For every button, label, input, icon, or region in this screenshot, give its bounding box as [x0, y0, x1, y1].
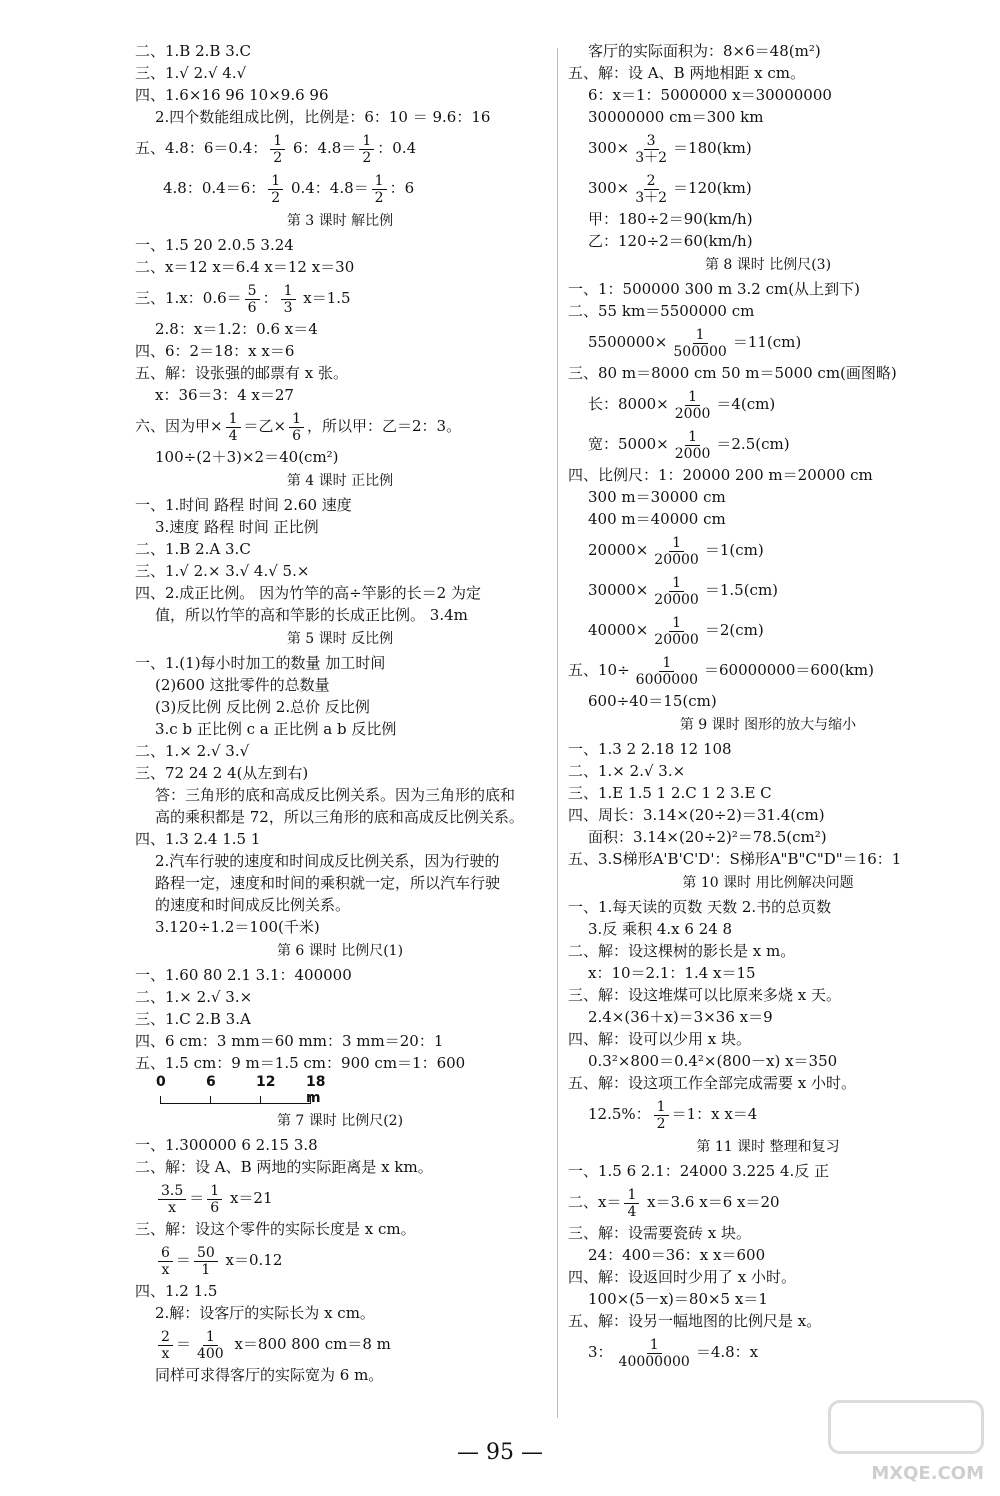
text-segment: ＝ [175, 1251, 191, 1269]
text-segment: ＝2.5(cm) [716, 435, 790, 453]
answer-line: 2.4×(36＋x)＝3×36 x＝9 [588, 1008, 773, 1026]
scale-bar-line [160, 1103, 310, 1104]
text-segment: 宽：5000× [588, 435, 669, 453]
answer-line: 一、1.(1)每小时加工的数量 加工时间 [135, 654, 386, 672]
denominator: 2 [374, 189, 384, 206]
denominator: 2000 [674, 445, 711, 462]
fraction [651, 615, 702, 648]
text-segment: 5500000× [588, 333, 668, 351]
answer-line: 30000000 cm＝300 km [588, 108, 764, 126]
lesson-heading: 第 4 课时 正比例 [286, 473, 394, 489]
numerator: 2 [644, 173, 659, 190]
answer-line: x：36＝3：4 x＝27 [155, 386, 294, 404]
answer-line: 二、55 km＝5500000 cm [568, 302, 755, 320]
numerator: 1 [268, 173, 283, 190]
numerator: 1 [659, 655, 674, 672]
answer-line: 3.120÷1.2＝100(千米) [155, 918, 320, 936]
answer-line: 高的乘积都是 72，所以三角形的底和高成反比例关系。 [155, 808, 524, 826]
denominator: 2 [362, 149, 372, 166]
numerator: 5 [245, 283, 260, 300]
text-segment: 三、1.x：0.6＝ [135, 289, 242, 307]
text-segment: ＝120(km) [673, 179, 752, 197]
fraction [245, 283, 260, 316]
denominator: 2000 [674, 405, 711, 422]
answer-line: 答：三角形的底和高成反比例关系。因为三角形的底和 [155, 786, 516, 804]
answer-line: 四、解：设返回时少用了 x 小时。 [568, 1268, 796, 1286]
answer-line: 3.速度 路程 时间 正比例 [155, 518, 319, 536]
answer-line: 四、解：设可以少用 x 块。 [568, 1030, 751, 1048]
answer-line: 四、1.3 2.4 1.5 1 [135, 830, 261, 848]
answer-line: 二、x＝12 x＝6.4 x＝12 x＝30 [135, 258, 355, 276]
answer-line: (2)600 这批零件的总数量 [155, 676, 330, 694]
answer-line-fraction [135, 1324, 545, 1364]
text-segment: ：6 [389, 179, 415, 197]
answer-line: 面积：3.14×(20÷2)²＝78.5(cm²) [588, 828, 827, 846]
text-segment: 六、因为甲× [135, 417, 223, 435]
answer-line: 五、解：设这项工作全部完成需要 x 小时。 [568, 1074, 856, 1092]
answer-line: 2.汽车行驶的速度和时间成反比例关系，因为行驶的 [155, 852, 500, 870]
answer-line: 同样可求得客厅的实际宽为 6 m。 [155, 1366, 384, 1384]
text-segment: 30000× [588, 581, 649, 599]
fraction [633, 655, 701, 688]
denominator: 2 [656, 1115, 666, 1132]
answer-line: 三、1.E 1.5 1 2.C 1 2 3.E C [568, 784, 772, 802]
text-segment: ＝4.8：x [695, 1343, 759, 1361]
fraction [672, 429, 714, 462]
numerator: 1 [685, 389, 700, 406]
fraction [194, 1329, 227, 1362]
text-segment: ：0.4 [377, 139, 417, 157]
watermark-logo [810, 1400, 990, 1490]
answer-line: 6：x＝1：5000000 x＝30000000 [588, 86, 832, 104]
text-segment: x＝3.6 x＝6 x＝20 [642, 1193, 780, 1211]
answer-line: 3.反 乘积 4.x 6 24 8 [588, 920, 733, 938]
text-segment: x＝21 [225, 1189, 273, 1207]
answer-line: 乙：120÷2＝60(km/h) [588, 232, 753, 250]
answer-line: 五、解：设 A、B 两地相距 x cm。 [568, 64, 806, 82]
scale-bar-label: 18 m [306, 1074, 326, 1106]
lesson-heading: 第 9 课时 图形的放大与缩小 [679, 717, 857, 733]
answer-line-fraction [568, 1182, 968, 1222]
answer-line: 的速度和时间成反比例关系。 [155, 896, 351, 914]
answer-line: 600÷40＝15(cm) [588, 692, 717, 710]
answer-line: 三、72 24 2 4(从左到右) [135, 764, 309, 782]
text-segment: ＝60000000＝600(km) [704, 661, 875, 679]
scale-bar-tick [260, 1096, 261, 1104]
numerator: 3 [644, 133, 659, 150]
numerator: 2 [158, 1329, 173, 1346]
numerator: 1 [669, 575, 684, 592]
answer-line: 二、1.× 2.√ 3.√ [135, 742, 250, 760]
answer-line: 0.3²×800＝0.4²×(800－x) x＝350 [588, 1052, 838, 1070]
text-segment: 40000× [588, 621, 649, 639]
text-segment: 0.4：4.8＝ [286, 179, 369, 197]
answer-line: (3)反比例 反比例 2.总价 反比例 [155, 698, 370, 716]
left-column [135, 40, 545, 1386]
answer-line-fraction [135, 128, 545, 168]
lesson-heading: 第 6 课时 比例尺(1) [276, 943, 404, 959]
text-segment: 6：4.8＝ [288, 139, 357, 157]
text-segment: 20000× [588, 541, 649, 559]
fraction [289, 411, 304, 444]
fraction [207, 1183, 222, 1216]
answer-line: 一、1.5 20 2.0.5 3.24 [135, 236, 294, 254]
denominator: 3 [283, 299, 293, 316]
answer-line: 四、1.6×16 96 10×9.6 96 [135, 86, 329, 104]
answer-line-fraction [568, 128, 968, 168]
numerator: 1 [654, 1099, 669, 1116]
numerator: 1 [359, 133, 374, 150]
fraction [226, 411, 241, 444]
text-segment: 3： [588, 1343, 613, 1361]
text-segment: ＝ [189, 1189, 205, 1207]
answer-line: 一、1.每天读的页数 天数 2.书的总页数 [568, 898, 832, 916]
text-segment: 300× [588, 139, 630, 157]
answer-line: 五、解：设另一幅地图的比例尺是 x。 [568, 1312, 822, 1330]
answer-line: 一、1.60 80 2.1 3.1：400000 [135, 966, 352, 984]
answer-line: 300 m＝30000 cm [588, 488, 726, 506]
answer-line: 五、解：设张强的邮票有 x 张。 [135, 364, 348, 382]
answer-line: 四、周长：3.14×(20÷2)＝31.4(cm) [568, 806, 825, 824]
numerator: 1 [226, 411, 241, 428]
answer-line-fraction [568, 1094, 968, 1134]
numerator: 1 [372, 173, 387, 190]
fraction [651, 575, 702, 608]
text-segment: 五、10÷ [568, 661, 630, 679]
answer-line: 二、1.B 2.A 3.C [135, 540, 251, 558]
denominator: 4 [228, 427, 238, 444]
fraction [632, 133, 670, 166]
lesson-heading: 第 5 课时 反比例 [286, 631, 394, 647]
answer-line: 一、1.3 2 2.18 12 108 [568, 740, 732, 758]
page-number: — 95 — [457, 1440, 543, 1465]
denominator: 20000 [654, 631, 699, 648]
text-segment: ： [262, 289, 278, 307]
text-segment: ，所以甲：乙＝2：3。 [307, 417, 462, 435]
denominator: 500000 [673, 343, 727, 360]
denominator: 20000 [654, 591, 699, 608]
fraction [281, 283, 296, 316]
column-divider [557, 48, 558, 1418]
text-segment: x＝1.5 [298, 289, 351, 307]
answer-line: 二、1.B 2.B 3.C [135, 42, 251, 60]
answer-line-fraction [135, 1178, 545, 1218]
answer-line-fraction [568, 610, 968, 650]
right-column [568, 40, 968, 1372]
denominator: 1 [201, 1261, 211, 1278]
scale-bar-label: 6 [206, 1074, 216, 1090]
numerator: 6 [158, 1245, 173, 1262]
numerator: 1 [289, 411, 304, 428]
answer-line-fraction [568, 570, 968, 610]
denominator: x [161, 1345, 170, 1362]
text-segment: 12.5%： [588, 1105, 651, 1123]
text-segment: ＝1：x x＝4 [671, 1105, 758, 1123]
text-segment: 300× [588, 179, 630, 197]
answer-line: 三、1.√ 2.√ 4.√ [135, 64, 247, 82]
answer-line: 一、1.时间 路程 时间 2.60 速度 [135, 496, 352, 514]
answer-line: 三、1.√ 2.× 3.√ 4.√ 5.× [135, 562, 310, 580]
denominator: 40000000 [618, 1353, 690, 1370]
answer-line: 一、1.300000 6 2.15 3.8 [135, 1136, 318, 1154]
lesson-heading: 第 11 课时 整理和复习 [696, 1139, 840, 1155]
lesson-heading: 第 10 课时 用比例解决问题 [682, 875, 854, 891]
answer-line-fraction [568, 650, 968, 690]
fraction [158, 1245, 173, 1278]
watermark-text: MXQE.COM [871, 1463, 984, 1484]
answer-line: 一、1.5 6 2.1：24000 3.225 4.反 正 [568, 1162, 830, 1180]
answer-line: 三、80 m＝8000 cm 50 m＝5000 cm(画图略) [568, 364, 897, 382]
text-segment: 长：8000× [588, 395, 669, 413]
fraction [651, 535, 702, 568]
text-segment: ＝11(cm) [732, 333, 802, 351]
answer-line: 二、解：设这棵树的影长是 x m。 [568, 942, 796, 960]
text-segment: 二、x＝ [568, 1193, 622, 1211]
fraction [670, 327, 729, 360]
answer-line: 值，所以竹竿的高和竿影的长成正比例。 3.4m [155, 606, 468, 624]
answer-line: 五、3.S梯形A'B'C'D'：S梯形A"B"C"D"＝16：1 [568, 850, 902, 868]
answer-line-fraction [135, 168, 545, 208]
numerator: 1 [203, 1329, 218, 1346]
answer-line-fraction [568, 322, 968, 362]
answer-line: 二、1.× 2.√ 3.× [135, 988, 253, 1006]
answer-line: 甲：180÷2＝90(km/h) [588, 210, 753, 228]
text-segment: ＝乙× [243, 417, 287, 435]
text-segment: ＝ [175, 1335, 191, 1353]
answer-line: 五、1.5 cm：9 m＝1.5 cm：900 cm＝1：600 [135, 1054, 466, 1072]
text-segment: ＝4(cm) [716, 395, 776, 413]
fraction [624, 1187, 639, 1220]
lesson-heading: 第 8 课时 比例尺(3) [704, 257, 832, 273]
denominator: 6 [247, 299, 257, 316]
numerator: 1 [207, 1183, 222, 1200]
fraction [158, 1329, 173, 1362]
numerator: 1 [647, 1337, 662, 1354]
answer-line-fraction [568, 168, 968, 208]
text-segment: 4.8：0.4＝6： [163, 179, 266, 197]
watermark-seal-icon [828, 1400, 984, 1454]
scale-bar-tick [160, 1096, 161, 1104]
text-segment: x＝0.12 [220, 1251, 283, 1269]
answer-line: 二、解：设 A、B 两地的实际距离是 x km。 [135, 1158, 433, 1176]
answer-line: 三、解：设这个零件的实际长度是 x cm。 [135, 1220, 416, 1238]
scale-bar-label: 0 [156, 1074, 166, 1090]
numerator: 1 [281, 283, 296, 300]
answer-line-fraction [568, 530, 968, 570]
denominator: 2 [273, 149, 283, 166]
answer-line: 一、1：500000 300 m 3.2 cm(从上到下) [568, 280, 860, 298]
numerator: 1 [669, 615, 684, 632]
denominator: 20000 [654, 551, 699, 568]
answer-line: 24：400＝36：x x＝600 [588, 1246, 766, 1264]
answer-line: 四、比例尺：1：20000 200 m＝20000 cm [568, 466, 873, 484]
fraction [158, 1183, 186, 1216]
answer-line: 2.8：x＝1.2：0.6 x＝4 [155, 320, 318, 338]
fraction [616, 1337, 693, 1370]
denominator: 6 [292, 427, 301, 444]
answer-line-fraction [568, 1332, 968, 1372]
numerator: 1 [669, 535, 684, 552]
fraction [268, 173, 283, 206]
fraction [632, 173, 670, 206]
text-segment: x＝800 800 cm＝8 m [229, 1335, 391, 1353]
denominator: 4 [627, 1203, 637, 1220]
numerator: 1 [693, 327, 708, 344]
numerator: 3.5 [158, 1183, 186, 1200]
denominator: 2 [271, 189, 281, 206]
answer-line: 四、2.成正比例。 因为竹竿的高÷竿影的长＝2 为定 [135, 584, 481, 602]
fraction [654, 1099, 669, 1132]
answer-line: 三、解：设需要瓷砖 x 块。 [568, 1224, 751, 1242]
denominator: x [161, 1261, 170, 1278]
denominator: x [168, 1199, 177, 1216]
text-segment: ＝1(cm) [704, 541, 764, 559]
answer-line: 100÷(2＋3)×2＝40(cm²) [155, 448, 339, 466]
text-segment: ＝2(cm) [704, 621, 764, 639]
answer-line: 2.解：设客厅的实际长为 x cm。 [155, 1304, 375, 1322]
denominator: 3＋2 [635, 189, 668, 206]
answer-line: 二、1.× 2.√ 3.× [568, 762, 686, 780]
numerator: 1 [685, 429, 700, 446]
scale-bar-label: 12 [256, 1074, 276, 1090]
answer-line-fraction [135, 406, 545, 446]
answer-line: 三、解：设这堆煤可以比原来多烧 x 天。 [568, 986, 841, 1004]
fraction [270, 133, 285, 166]
answer-line: 100×(5－x)＝80×5 x＝1 [588, 1290, 768, 1308]
scale-bar [156, 1074, 340, 1108]
answer-line: 四、6：2＝18：x x＝6 [135, 342, 295, 360]
text-segment: 五、4.8：6＝0.4： [135, 139, 268, 157]
answer-line: 客厅的实际面积为：8×6＝48(m²) [588, 42, 821, 60]
numerator: 1 [270, 133, 285, 150]
lesson-heading: 第 3 课时 解比例 [286, 213, 394, 229]
fraction [194, 1245, 218, 1278]
lesson-heading: 第 7 课时 比例尺(2) [276, 1113, 404, 1129]
denominator: 400 [196, 1345, 224, 1362]
fraction [672, 389, 714, 422]
answer-line: 路程一定，速度和时间的乘积就一定，所以汽车行驶 [155, 874, 501, 892]
text-segment: ＝1.5(cm) [704, 581, 779, 599]
answer-line: 四、6 cm：3 mm＝60 mm：3 mm＝20：1 [135, 1032, 444, 1050]
numerator: 1 [624, 1187, 639, 1204]
answer-line-fraction [568, 424, 968, 464]
numerator: 50 [194, 1245, 218, 1262]
denominator: 6 [210, 1199, 220, 1216]
denominator: 6000000 [635, 671, 699, 688]
answer-line: 三、1.C 2.B 3.A [135, 1010, 251, 1028]
fraction [359, 133, 374, 166]
denominator: 3＋2 [635, 149, 668, 166]
scale-bar-tick [210, 1096, 211, 1104]
answer-line: 四、1.2 1.5 [135, 1282, 218, 1300]
text-segment: ＝180(km) [673, 139, 752, 157]
answer-line-fraction [568, 384, 968, 424]
fraction [372, 173, 387, 206]
answer-line: x：10＝2.1：1.4 x＝15 [588, 964, 756, 982]
answer-line: 3.c b 正比例 c a 正比例 a b 反比例 [155, 720, 397, 738]
answer-line-fraction [135, 278, 545, 318]
answer-line-fraction [135, 1240, 545, 1280]
answer-line: 2.四个数能组成比例，比例是：6：10 ＝ 9.6：16 [155, 108, 491, 126]
answer-line: 400 m＝40000 cm [588, 510, 726, 528]
